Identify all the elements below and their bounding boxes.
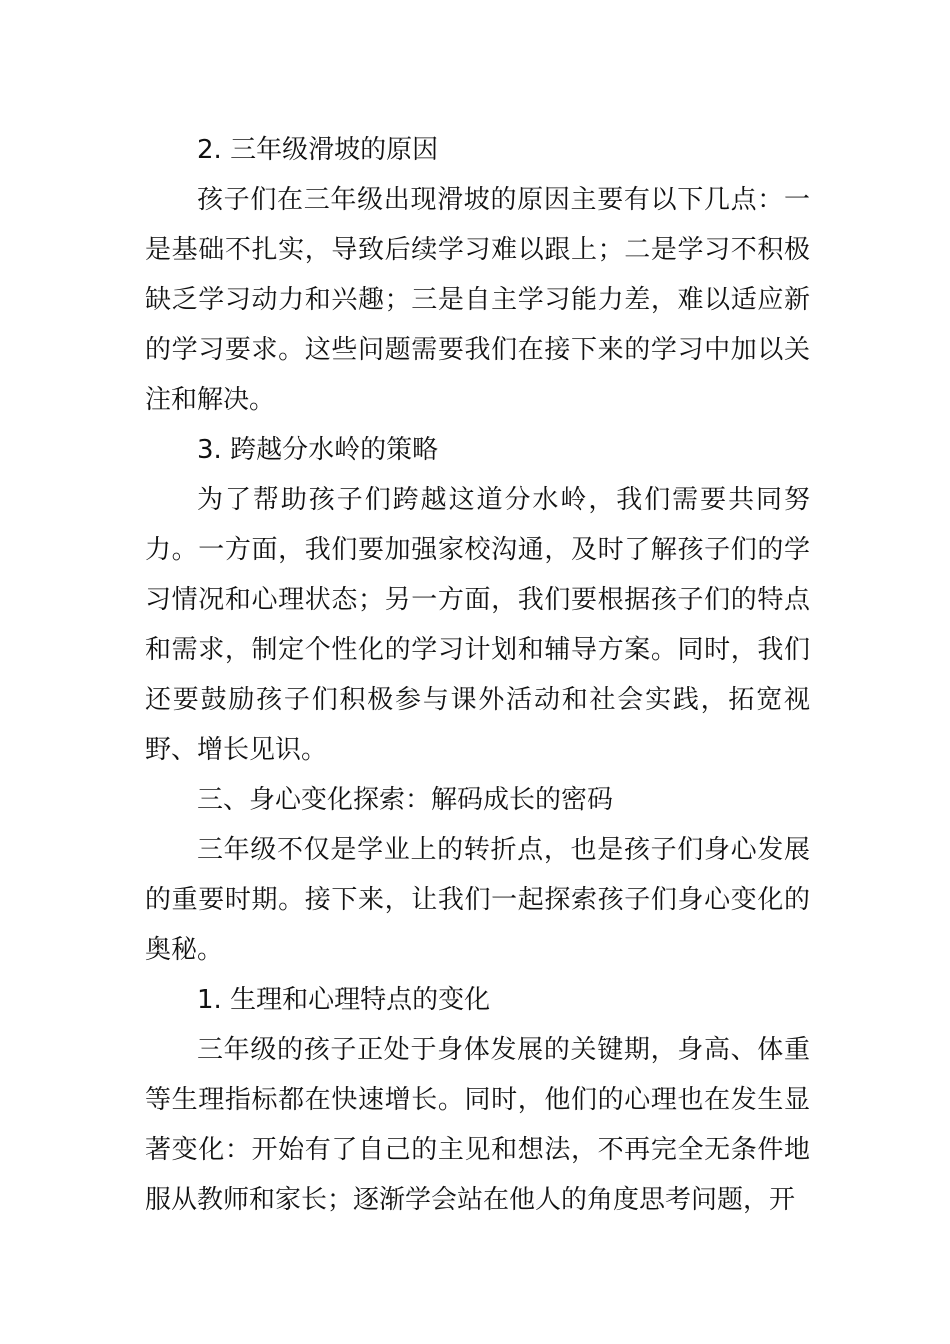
document-body	[145, 125, 810, 1225]
paragraph-growth-intro: 三年级不仅是学业上的转折点，也是孩子们身心发展的重要时期。接下来，让我们一起探索孩子们身心变化的奥秘。	[145, 835, 810, 965]
paragraph-reasons: 孩子们在三年级出现滑坡的原因主要有以下几点：一是基础不扎实，导致后续学习难以跟上；二是学习不积极缺乏学习动力和兴趣；三是自主学习能力差，难以适应新的学习要求。这些问题需要我们在接下来的学习中加以关注和解决。	[145, 185, 810, 415]
section-heading-strategies: 3. 跨越分水岭的策略	[197, 435, 439, 465]
section-heading-reasons: 2. 三年级滑坡的原因	[197, 135, 439, 165]
chapter-heading-growth: 三、身心变化探索：解码成长的密码	[197, 785, 614, 815]
paragraph-changes: 三年级的孩子正处于身体发展的关键期，身高、体重等生理指标都在快速增长。同时，他们的心理也在发生显著变化：开始有了自己的主见和想法，不再完全无条件地服从教师和家长；逐渐学会站在他人的角度思考问题，开	[145, 1035, 810, 1215]
paragraph-strategies: 为了帮助孩子们跨越这道分水岭，我们需要共同努力。一方面，我们要加强家校沟通，及时了解孩子们的学习情况和心理状态；另一方面，我们要根据孩子们的特点和需求，制定个性化的学习计划和辅导方案。同时，我们还要鼓励孩子们积极参与课外活动和社会实践，拓宽视野、增长见识。	[145, 485, 810, 765]
section-heading-changes: 1. 生理和心理特点的变化	[197, 985, 491, 1015]
